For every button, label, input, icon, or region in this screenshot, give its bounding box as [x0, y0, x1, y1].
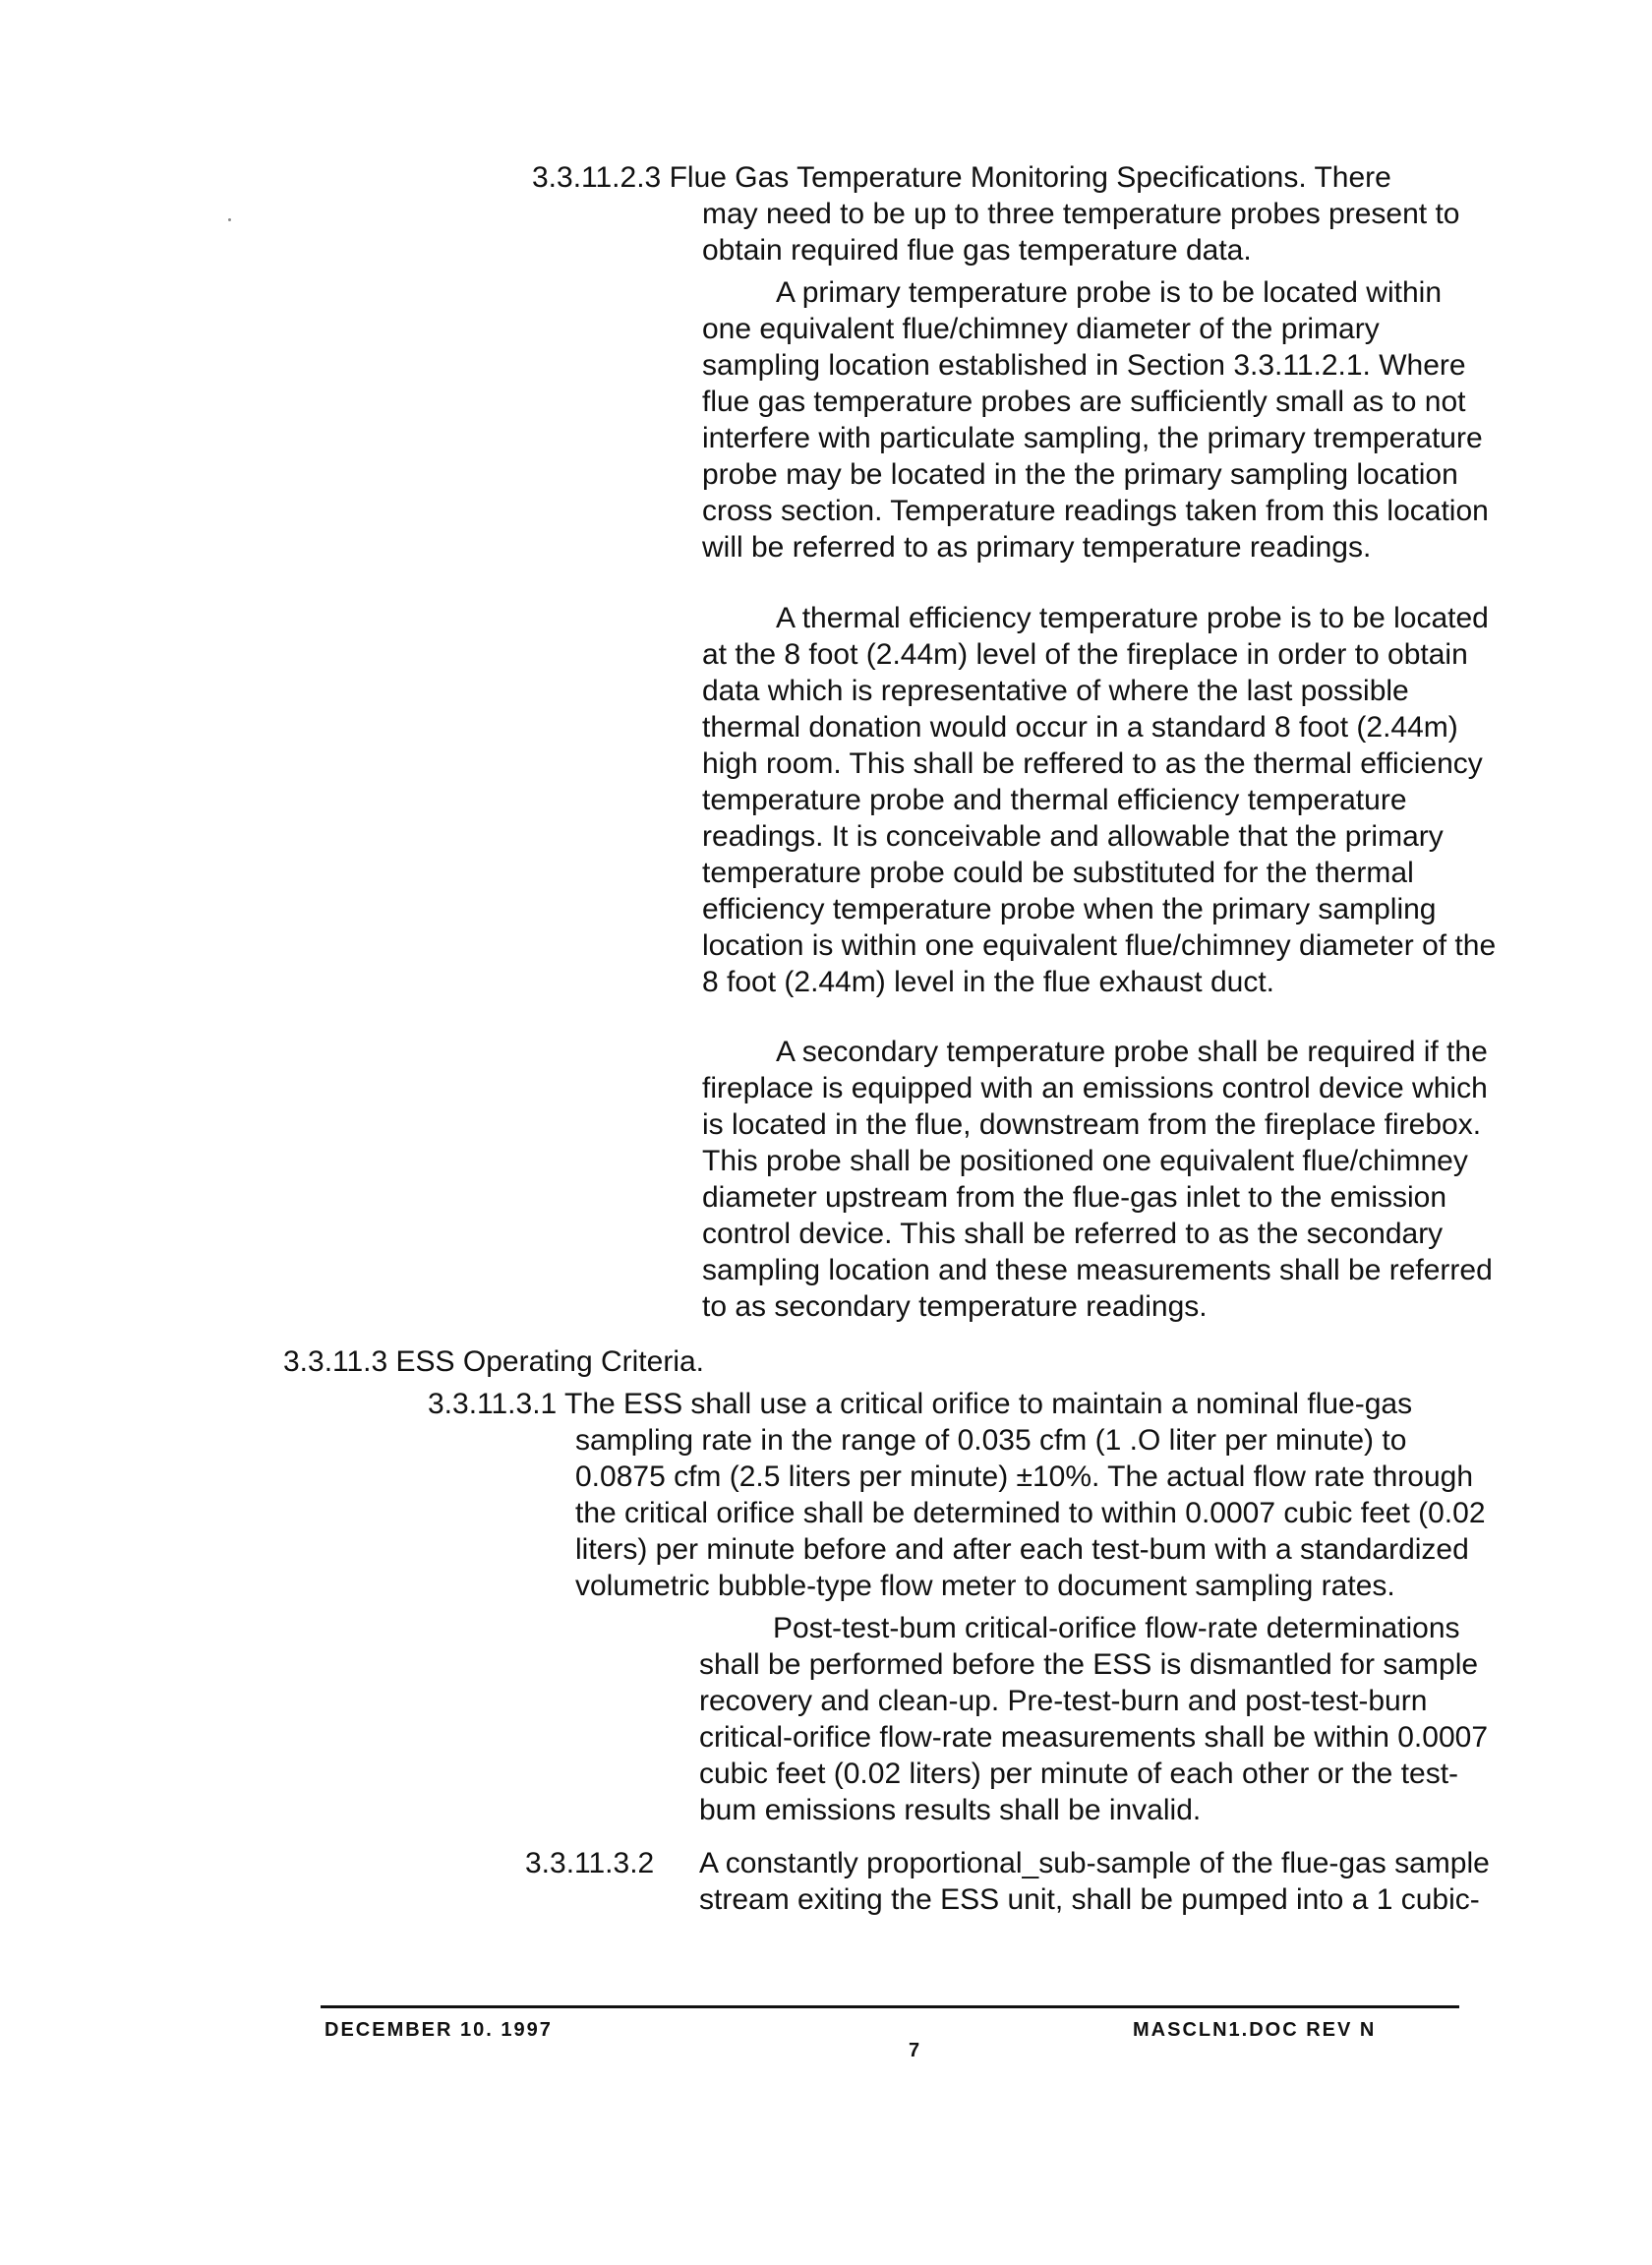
- body-line: A thermal efficiency temperature probe is to be located: [776, 602, 1489, 634]
- body-line: A secondary temperature probe shall be required if the: [776, 1036, 1488, 1068]
- body-line: probe may be located in the the primary sampling location: [702, 458, 1458, 491]
- body-line: data which is representative of where the last possible: [702, 675, 1409, 707]
- body-line: location is within one equivalent flue/chimney diameter of the: [702, 929, 1497, 962]
- body-line: sampling rate in the range of 0.035 cfm (1 .O liter per minute) to: [575, 1424, 1407, 1457]
- section-3-3-11-3-1-first-line: [428, 1386, 1412, 1422]
- section-number: 3.3.11.2.3: [532, 161, 662, 194]
- footer-page-number: 7: [909, 2040, 922, 2061]
- body-line: thermal donation would occur in a standard 8 foot (2.44m): [702, 711, 1458, 744]
- section-heading: 3.3.11.3 ESS Operating Criteria.: [283, 1345, 704, 1378]
- section-heading-line: [532, 159, 1391, 196]
- body-line: sampling location established in Section 3.3.11.2.1. Where: [702, 349, 1466, 382]
- body-line: will be referred to as primary temperature readings.: [702, 531, 1372, 564]
- body-line: A primary temperature probe is to be located within: [776, 276, 1443, 309]
- body-line: readings. It is conceivable and allowable that the primary: [702, 820, 1444, 853]
- body-line: interfere with particulate sampling, the primary tremperature: [702, 422, 1483, 454]
- body-line: high room. This shall be reffered to as the thermal efficiency: [702, 747, 1483, 780]
- body-line: efficiency temperature probe when the primary sampling: [702, 893, 1437, 925]
- body-line: diameter upstream from the flue-gas inlet to the emission: [702, 1181, 1447, 1214]
- section-title: Flue Gas Temperature Monitoring Specifications.: [669, 161, 1307, 194]
- section-3-3-11-2-3: [532, 159, 1391, 196]
- section-3-3-11-2-3-body: [702, 196, 1459, 268]
- body-line: cubic feet (0.02 liters) per minute of each other or the test-: [699, 1758, 1459, 1790]
- body-line: volumetric bubble-type flow meter to document sampling rates.: [575, 1570, 1395, 1602]
- footer-rule: [321, 2005, 1459, 2008]
- body-line: bum emissions results shall be invalid.: [699, 1794, 1202, 1826]
- body-line: Post-test-bum critical-orifice flow-rate determinations: [773, 1612, 1460, 1644]
- section-number: 3.3.11.3.2: [525, 1847, 655, 1879]
- body-line: temperature probe could be substituted for the thermal: [702, 857, 1414, 889]
- body-line: shall be performed before the ESS is dismantled for sample: [699, 1648, 1479, 1681]
- scan-speck: [228, 218, 231, 221]
- section-3-3-11-3-heading: [283, 1343, 704, 1380]
- body-line: 0.0875 cfm (2.5 liters per minute) ±10%. The actual flow rate through: [575, 1460, 1474, 1493]
- body-line: 8 foot (2.44m) level in the flue exhaust duct.: [702, 966, 1274, 998]
- body-line: cross section. Temperature readings taken from this location: [702, 495, 1489, 527]
- section-3-3-11-3-2-body: [699, 1845, 1490, 1918]
- body-line: A constantly proportional_sub-sample of the flue-gas sample: [699, 1847, 1490, 1879]
- section-3-3-11-3-1-body: [575, 1422, 1486, 1604]
- body-line: recovery and clean-up. Pre-test-burn and post-test-burn: [699, 1685, 1428, 1717]
- body-line: control device. This shall be referred to as the secondary: [702, 1218, 1444, 1250]
- body-line: sampling location and these measurements shall be referred: [702, 1254, 1493, 1286]
- footer-date: DECEMBER 10. 1997: [324, 2019, 553, 2041]
- paragraph-secondary-probe: [702, 1034, 1493, 1325]
- body-line: temperature probe and thermal efficiency temperature: [702, 784, 1407, 816]
- body-line: the critical orifice shall be determined to within 0.0007 cubic feet (0.02: [575, 1497, 1486, 1529]
- paragraph-thermal-efficiency-probe: [702, 600, 1496, 1000]
- paragraph-primary-probe: [702, 274, 1489, 566]
- body-line: one equivalent flue/chimney diameter of the primary: [702, 313, 1380, 345]
- body-line: stream exiting the ESS unit, shall be pumped into a 1 cubic-: [699, 1883, 1480, 1916]
- body-line: at the 8 foot (2.44m) level of the fireplace in order to obtain: [702, 638, 1468, 671]
- body-line: This probe shall be positioned one equivalent flue/chimney: [702, 1145, 1468, 1177]
- body-line: fireplace is equipped with an emissions control device which: [702, 1072, 1488, 1104]
- body-line: obtain required flue gas temperature data.: [702, 234, 1252, 267]
- body-line: critical-orifice flow-rate measurements shall be within 0.0007: [699, 1721, 1489, 1754]
- body-line: may need to be up to three temperature probes present to: [702, 198, 1460, 230]
- section-3-3-11-3-2-number: [525, 1845, 654, 1881]
- footer-doc-id: MASCLN1.DOC REV N: [1133, 2019, 1377, 2041]
- body-line: liters) per minute before and after each test-bum with a standardized: [575, 1533, 1469, 1566]
- paragraph-post-test: [699, 1610, 1488, 1828]
- body-line: is located in the flue, downstream from the fireplace firebox.: [702, 1108, 1482, 1141]
- body-line: 3.3.11.3.1 The ESS shall use a critical orifice to maintain a nominal flue-gas: [428, 1388, 1413, 1420]
- body-line: flue gas temperature probes are sufficiently small as to not: [702, 386, 1466, 418]
- heading-line-continuation: There: [1314, 161, 1391, 194]
- body-line: to as secondary temperature readings.: [702, 1290, 1208, 1323]
